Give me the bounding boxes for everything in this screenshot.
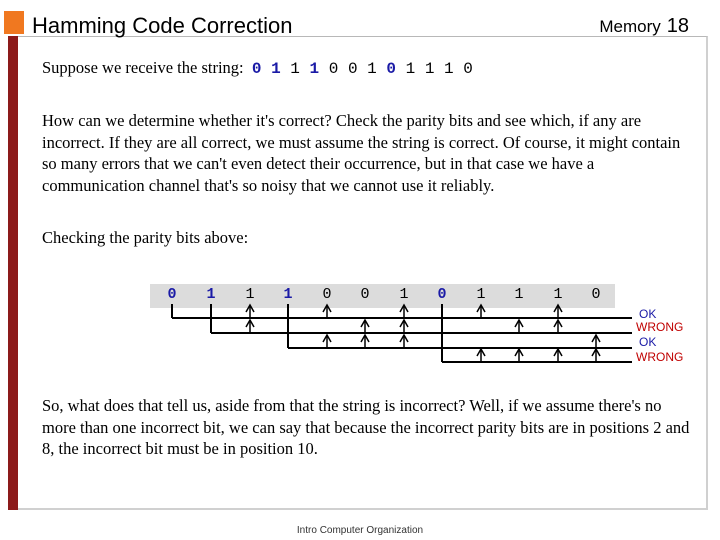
bit-2: 1 bbox=[206, 286, 216, 303]
bit-9: 1 bbox=[476, 286, 486, 303]
check-status-4: OK bbox=[639, 335, 657, 349]
received-bit: 1 bbox=[367, 60, 377, 78]
bit-1: 0 bbox=[167, 286, 177, 303]
received-bit: 0 bbox=[347, 60, 358, 78]
intro-text: Suppose we receive the string: bbox=[42, 58, 244, 77]
bit-3: 1 bbox=[245, 286, 255, 303]
bit-4: 1 bbox=[283, 286, 293, 303]
received-bit: 1 bbox=[271, 60, 281, 78]
check-status-2: WRONG bbox=[636, 320, 684, 334]
explanation-paragraph: How can we determine whether it's correct? Check the parity bits and see which, if any are incorrect. If they are all correct, we must assume the string is correct. Of course, it might contain so many errors that we can't even detect their occurrence, but in that case we have a communication channel that's so noisy that we cannot use it reliably. bbox=[42, 111, 681, 195]
section-label: Memory bbox=[599, 17, 661, 36]
bit-12: 0 bbox=[591, 286, 601, 303]
received-bit: 0 bbox=[463, 60, 473, 78]
received-bit: 0 bbox=[328, 60, 339, 78]
check-status-8: WRONG bbox=[636, 350, 684, 364]
conclusion-paragraph: So, what does that tell us, aside from that the string is incorrect? Well, if we assume there's no more than one incorrect bit, we can say that because the incorrect parity bits are in positions 2 and 8, the incorrect bit must be in position 10. bbox=[42, 396, 690, 458]
received-bit: 1 bbox=[290, 60, 300, 78]
received-bit: 0 bbox=[386, 60, 396, 78]
checking-label: Checking the parity bits above: bbox=[42, 228, 249, 247]
bit-6: 0 bbox=[360, 286, 370, 303]
received-bit: 1 bbox=[309, 60, 320, 78]
slide-title: Hamming Code Correction bbox=[32, 13, 293, 38]
bit-7: 1 bbox=[399, 286, 409, 303]
received-bit: 1 bbox=[424, 60, 435, 78]
received-bit: 1 bbox=[405, 60, 416, 78]
received-bit: 0 bbox=[251, 60, 262, 78]
check-status-1: OK bbox=[639, 307, 657, 321]
bit-5: 0 bbox=[322, 286, 332, 303]
bit-10: 1 bbox=[514, 286, 524, 303]
parity-check-4 bbox=[288, 304, 632, 348]
bit-8: 0 bbox=[437, 286, 447, 303]
bit-11: 1 bbox=[553, 286, 563, 303]
slide-number: 18 bbox=[666, 15, 689, 37]
footer-text: Intro Computer Organization bbox=[296, 525, 424, 536]
parity-check-1 bbox=[172, 304, 632, 318]
received-bit: 1 bbox=[444, 60, 454, 78]
